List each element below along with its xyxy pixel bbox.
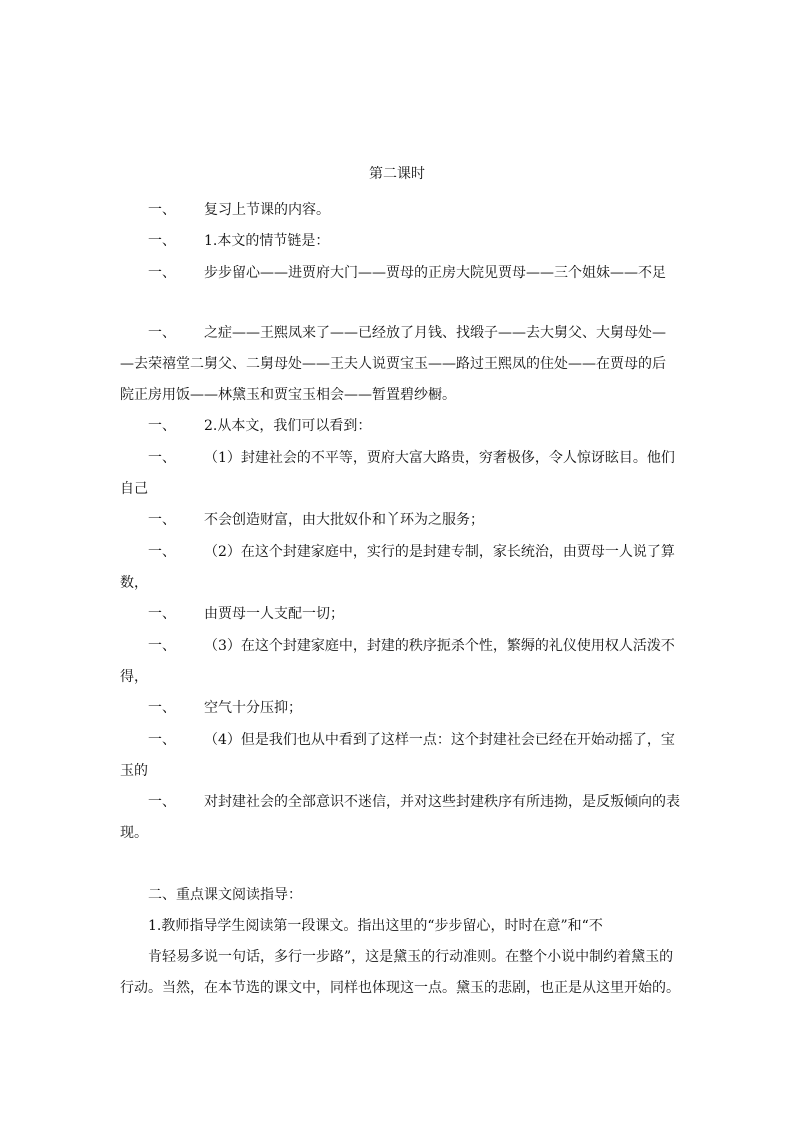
point-2-cont: 数， xyxy=(120,575,148,591)
point-3-line: （3）在这个封建家庭中，封建的秩序扼杀个性，繁缛的礼仪使用权人活泼不 xyxy=(204,638,675,654)
point-2-line: （2）在这个封建家庭中，实行的是封建专制，家长统治，由贾母一人说了算 xyxy=(204,544,675,560)
plot-chain-heading: 1.本文的情节链是： xyxy=(204,233,330,249)
list-marker: 一、 xyxy=(148,544,176,560)
point-4-line-2: 对封建社会的全部意识不迷信，并对这些封建秩序有所违拗，是反叛倾向的表 xyxy=(204,794,680,810)
point-1-line-2: 不会创造财富，由大批奴仆和丫环为之服务； xyxy=(204,512,484,528)
list-marker: 一、 xyxy=(148,638,176,654)
list-marker: 一、 xyxy=(148,700,176,716)
list-marker: 一、 xyxy=(148,418,176,434)
point-1-cont: 自己 xyxy=(120,481,148,497)
list-marker: 一、 xyxy=(148,794,176,810)
observations-heading: 2.从本文，我们可以看到： xyxy=(204,418,372,434)
list-marker: 一、 xyxy=(148,732,176,748)
list-marker: 一、 xyxy=(148,325,176,341)
lesson-title: 第二课时 xyxy=(369,166,425,182)
list-marker: 一、 xyxy=(148,233,176,249)
point-1-line: （1）封建社会的不平等，贾府大富大路贵，穷奢极侈，令人惊讶眩目。他们 xyxy=(204,450,675,466)
point-4-cont-2: 现。 xyxy=(120,825,148,841)
list-marker: 一、 xyxy=(148,265,176,281)
point-2-line-2: 由贾母一人支配一切； xyxy=(204,606,344,622)
point-4-cont: 玉的 xyxy=(120,763,148,779)
plot-chain-line-2: 之症——王熙凤来了——已经放了月钱、找缎子——去大舅父、大舅母处— xyxy=(204,325,666,341)
list-marker: 一、 xyxy=(148,512,176,528)
review-line: 复习上节课的内容。 xyxy=(204,202,330,218)
point-3-line-2: 空气十分压抑； xyxy=(204,700,302,716)
section-2-para-line-3: 行动。当然，在本节选的课文中，同样也体现这一点。黛玉的悲剧，也正是从这里开始的。 xyxy=(120,980,680,996)
plot-chain-line-4: 院正房用饭——林黛玉和贾宝玉相会——暂置碧纱橱。 xyxy=(120,387,456,403)
point-3-cont: 得， xyxy=(120,669,148,685)
list-marker: 一、 xyxy=(148,606,176,622)
section-2-para-line-2: 肯轻易多说一句话，多行一步路”，这是黛玉的行动准则。在整个小说中制约着黛玉的 xyxy=(148,949,674,965)
list-marker: 一、 xyxy=(148,202,176,218)
section-2-heading: 二、重点课文阅读指导： xyxy=(148,887,302,903)
plot-chain-line-3: —去荣禧堂二舅父、二舅母处——王夫人说贾宝玉——路过王熙凤的住处——在贾母的后 xyxy=(120,356,666,372)
list-marker: 一、 xyxy=(148,450,176,466)
section-2-para-line-1: 1.教师指导学生阅读第一段课文。指出这里的“步步留心，时时在意”和“不 xyxy=(148,918,603,934)
point-4-line: （4）但是我们也从中看到了这样一点：这个封建社会已经在开始动摇了，宝 xyxy=(204,732,675,748)
plot-chain-line-1: 步步留心——进贾府大门——贾母的正房大院见贾母——三个姐妹——不足 xyxy=(204,265,666,281)
